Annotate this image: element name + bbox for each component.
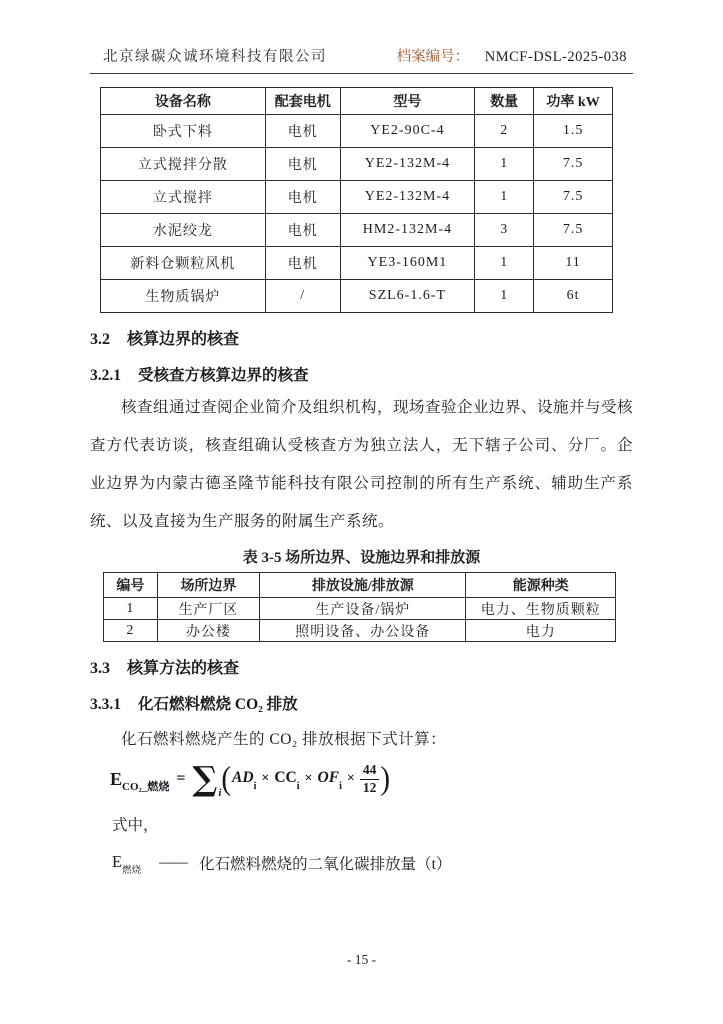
table-cell: 生产厂区 xyxy=(157,598,259,620)
table-cell: 2 xyxy=(475,115,534,148)
table-cell: 电机 xyxy=(265,148,340,181)
table-cell: 7.5 xyxy=(534,214,613,247)
symbol-subscript: 燃烧 xyxy=(122,866,142,877)
archive-value: NMCF-DSL-2025-038 xyxy=(484,49,627,65)
table-cell: 立式搅拌 xyxy=(101,181,266,214)
term-subscript: i xyxy=(253,781,257,793)
section-title: 受核查方核算边界的核查 xyxy=(138,367,309,384)
table-cell: SZL6-1.6-T xyxy=(340,280,475,313)
table-cell: 1 xyxy=(475,280,534,313)
left-paren: ( xyxy=(221,760,232,797)
equals-sign: = xyxy=(176,770,186,787)
section-number: 3.3 xyxy=(90,660,110,677)
table-cell: 6t xyxy=(534,280,613,313)
table-row xyxy=(101,115,613,148)
table-cell: 1 xyxy=(104,598,158,620)
term-base: AD xyxy=(232,768,254,786)
section-title: 核算方法的核查 xyxy=(127,660,240,677)
table-cell: 2 xyxy=(104,620,158,642)
table-cell: HM2-132M-4 xyxy=(340,214,475,247)
section-heading-3-3 xyxy=(90,655,633,678)
term-subscript: i xyxy=(296,781,300,793)
column-header: 能源种类 xyxy=(466,573,616,598)
term-base: CC xyxy=(274,768,297,786)
column-header: 功率 kW xyxy=(534,88,613,115)
fraction-44-12 xyxy=(360,762,380,795)
page-header xyxy=(90,44,633,74)
table-3-5-caption: 表 3-5 场所边界、设施边界和排放源 xyxy=(242,550,481,566)
section-number: 3.3.1 xyxy=(90,696,121,713)
table-cell: 7.5 xyxy=(534,181,613,214)
section-number: 3.2 xyxy=(90,331,110,348)
table-row xyxy=(101,247,613,280)
table-cell: 立式搅拌分散 xyxy=(101,148,266,181)
table-cell: 电力 xyxy=(466,620,616,642)
table-cell: 电机 xyxy=(265,181,340,214)
table-cell: 11 xyxy=(534,247,613,280)
table-cell: 新料仓颗粒风机 xyxy=(101,247,266,280)
table-cell: YE3-160M1 xyxy=(340,247,475,280)
equipment-table-header-row xyxy=(101,88,613,115)
table-cell: 7.5 xyxy=(534,148,613,181)
table-cell: 电机 xyxy=(265,214,340,247)
column-header: 设备名称 xyxy=(101,88,266,115)
right-paren: ) xyxy=(380,760,390,797)
column-header: 型号 xyxy=(340,88,475,115)
table-cell: 1 xyxy=(475,247,534,280)
table-cell: 电机 xyxy=(265,115,340,148)
formula-lhs xyxy=(110,768,170,793)
table-cell: 1 xyxy=(475,181,534,214)
table-cell: 生物质锅炉 xyxy=(101,280,266,313)
fraction-numerator: 44 xyxy=(362,762,377,778)
section-number: 3.2.1 xyxy=(90,367,121,384)
boundary-table-header-row xyxy=(104,573,616,598)
multiply-sign: × xyxy=(304,771,313,786)
table-cell: 1.5 xyxy=(534,115,613,148)
formula-lhs-subscript: CO₂_燃烧 xyxy=(122,780,170,793)
archive-number-block xyxy=(397,45,627,66)
section-heading-3-2-1 xyxy=(90,363,633,385)
page-number: - 15 - xyxy=(346,952,377,967)
equipment-table xyxy=(100,87,613,313)
table-cell: YE2-132M-4 xyxy=(340,181,475,214)
sigma-index: i xyxy=(218,786,222,799)
co2-combustion-formula xyxy=(110,755,633,803)
archive-label: 档案编号： xyxy=(396,49,470,65)
where-label: 式中， xyxy=(112,817,159,834)
formula-intro-text: 化石燃料燃烧产生的 CO₂ 排放根据下式计算： xyxy=(121,731,447,748)
term-base: OF xyxy=(317,768,340,786)
table-cell: YE2-90C-4 xyxy=(340,115,475,148)
section-title: 核算边界的核查 xyxy=(127,331,240,348)
table-row xyxy=(101,214,613,247)
table-cell: 电机 xyxy=(265,247,340,280)
boundary-table xyxy=(103,572,616,642)
table-row xyxy=(101,148,613,181)
table-cell: 1 xyxy=(475,148,534,181)
term-subscript: i xyxy=(339,781,342,793)
table-cell: 办公楼 xyxy=(157,620,259,642)
table-cell: 水泥绞龙 xyxy=(101,214,266,247)
section-title: 化石燃料燃烧 CO₂ 排放 xyxy=(138,696,298,713)
company-name: 北京绿碳众诚环境科技有限公司 xyxy=(103,49,327,65)
table-cell: 生产设备/锅炉 xyxy=(260,598,466,620)
term-activity-data xyxy=(232,768,257,793)
table-cell: 照明设备、办公设备 xyxy=(260,620,466,642)
summation-symbol xyxy=(192,759,222,799)
section-heading-3-2 xyxy=(90,326,633,349)
definition-text: 化石燃料燃烧的二氧化碳排放量（t） xyxy=(199,856,452,874)
formula-lhs-base: E xyxy=(110,768,123,789)
symbol-definition-line xyxy=(112,852,633,877)
section-heading-3-3-1 xyxy=(90,692,633,714)
table-cell: YE2-132M-4 xyxy=(340,148,475,181)
term-oxidation-factor xyxy=(317,768,342,793)
column-header: 数量 xyxy=(475,88,534,115)
table-cell: / xyxy=(265,280,340,313)
term-carbon-content xyxy=(274,768,300,793)
table-row xyxy=(101,280,613,313)
table-row xyxy=(104,620,616,642)
table-row xyxy=(101,181,613,214)
defined-symbol xyxy=(112,852,142,877)
table-cell: 卧式下料 xyxy=(101,115,266,148)
table-row xyxy=(104,598,616,620)
symbol-base: E xyxy=(112,852,123,871)
column-header: 排放设施/排放源 xyxy=(260,573,466,598)
column-header: 场所边界 xyxy=(157,573,259,598)
multiply-sign: × xyxy=(346,771,355,786)
boundary-verification-paragraph: 核查组通过查阅企业简介及组织机构，现场查验企业边界、设施并与受核查方代表访谈，核查组确认受核查方为独立法人，无下辖子公司、分厂。企业边界为内蒙古德圣隆节能科技有限公司控制的所有生产系统、辅助生产系统、以及直接为生产服务的附属生产系统。 xyxy=(90,399,634,530)
column-header: 配套电机 xyxy=(265,88,340,115)
column-header: 编号 xyxy=(104,573,158,598)
fraction-denominator: 12 xyxy=(360,779,380,796)
multiply-sign: × xyxy=(261,771,270,786)
table-cell: 3 xyxy=(475,214,534,247)
definition-dash: —— xyxy=(159,854,187,872)
table-cell: 电力、生物质颗粒 xyxy=(466,598,616,620)
sigma-glyph: ∑ xyxy=(192,759,218,799)
